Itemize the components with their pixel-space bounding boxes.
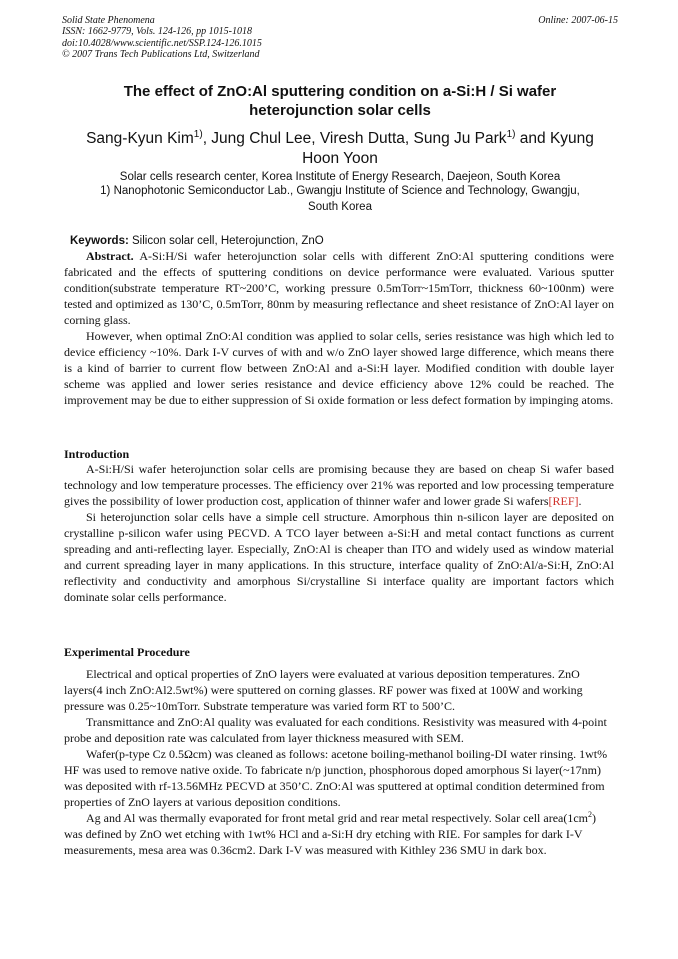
abstract-paragraph-2: However, when optimal ZnO:Al condition was applied to solar cells, series resistance was high which led to device efficiency ~10%. Dark I-V curves of with and w/o ZnO layer showed large difference, which means there is a kind of barrier to current flow between ZnO:Al and a-Si:H layer. Modified condition with double layer scheme was applied and lower series resistance and device efficiency above 12% could be reached. The improvement may be due to either suppression of Si oxide formation or less defect formation by impinging atoms.: [64, 329, 614, 407]
author-5-first: and Kyung: [515, 130, 594, 147]
exp-p4-text-b: ) was defined by ZnO wet etching with 1wt% HCl and a-Si:H dry etching with RIE. For samples for dark I-V measurements, mesa area was 0.36cm2. Dark I-V was measured with Kithley 236 SMU in dark box.: [64, 811, 597, 857]
journal-name: Solid State Phenomena: [62, 15, 155, 26]
affiliation-2: [62, 183, 618, 215]
exp-p4-text-a: Ag and Al was thermally evaporated for front metal grid and rear metal respectively. Solar cell area(1cm: [86, 811, 589, 825]
author-2-4: , Jung Chul Lee, Viresh Dutta, Sung Ju Park: [202, 130, 507, 147]
copyright-line: © 2007 Trans Tech Publications Ltd, Switzerland: [62, 48, 260, 60]
reference-link[interactable]: [REF]: [548, 494, 579, 508]
author-4-affil-mark: 1): [506, 128, 516, 140]
experimental-paragraph-2: Transmittance and ZnO:Al quality was evaluated for each conditions. Resistivity was measured with 4-point probe and deposition rate was calculated from layer thickness measured with SEM.: [64, 715, 607, 745]
abstract-p1-text: A-Si:H/Si wafer heterojunction solar cells with different ZnO:Al sputtering conditions were fabricated and the effects of sputtering conditions on device performance were evaluated. Various sputter condition(substrate temperature RT~200’C, working pressure 0.5mTorr~15mTorr, thickness 60~100nm) were tested and optimized as 130’C, 0.5mTorr, 80nm by measuring reflectance and sheet resistance of ZnO:Al layer on corning glass.: [64, 249, 614, 327]
experimental-paragraph-1: Electrical and optical properties of ZnO layers were evaluated at various deposition temperatures. ZnO layers(4 inch ZnO:Al2.5wt%) were sputtered on corning glasses. RF power was fixed at 100W and working pressure was 0.25~10mTorr. Substrate temperature was varied form RT to 500’C.: [64, 667, 583, 713]
issn-line: ISSN: 1662-9779, Vols. 124-126, pp 1015-1018: [62, 26, 252, 38]
online-date: Online: 2007-06-15: [538, 15, 618, 26]
author-line-1: [62, 129, 618, 149]
title-line-2: heterojunction solar cells: [249, 102, 431, 119]
experimental-paragraph-4: [64, 810, 614, 858]
doi-line: doi:10.4028/www.scientific.net/SSP.124-126.1015: [62, 37, 262, 49]
introduction-paragraph-2: Si heterojunction solar cells have a simple cell structure. Amorphous thin n-silicon layer are deposited on crystalline p-silicon wafer using PECVD. A TCO layer between a-Si:H and metal contact functions as current spreading and anti-reflecting layer. Especially, ZnO:Al is cheaper than ITO and widely used as window material and current spreading layer in many applications. In this structure, interface quality of ZnO:Al/a-Si:H, ZnO:Al reflectivity and conductivity and amorphous Si/crystalline Si interface quality are important factors which dominate solar cells performance.: [64, 510, 614, 604]
introduction-section: [64, 461, 614, 605]
experimental-paragraph-3: Wafer(p-type Cz 0.5Ωcm) was cleaned as follows: acetone boiling-methanol boiling-DI water rinsing. 1wt% HF was used to remove native oxide. To fabricate n/p junction, phosphorous doped amorphous Si layer(~17nm) was deposited with rf-13.56MHz PECVD at 350’C. ZnO:Al was sputtered at optimal condition determined from properties of ZnO layers at various deposition conditions.: [64, 747, 608, 809]
keywords-text: Silicon solar cell, Heterojunction, ZnO: [128, 235, 324, 247]
abstract-paragraph-1: [64, 248, 614, 328]
experimental-section: [64, 666, 614, 858]
author-1: Sang-Kyun Kim: [86, 130, 194, 147]
journal-header: [62, 15, 618, 60]
author-list: [62, 129, 618, 169]
affiliation-2-line-1: 1) Nanophotonic Semiconductor Lab., Gwangju Institute of Science and Technology, Gwangju,: [100, 185, 580, 197]
paper-title: [70, 82, 610, 120]
introduction-paragraph-1: [64, 461, 614, 509]
author-1-affil-mark: 1): [193, 128, 203, 140]
title-line-1: The effect of ZnO:Al sputtering condition on a-Si:H / Si wafer: [123, 83, 557, 100]
experimental-heading: Experimental Procedure: [64, 645, 190, 659]
intro-p1-text: A-Si:H/Si wafer heterojunction solar cells are promising because they are based on cheap Si wafer based technology and low temperature processes. The efficiency over 21% was reported and low processing temperature gives the possibility of lower production cost, application of thinner wafer and lower grade Si wafers: [64, 462, 614, 508]
introduction-heading: Introduction: [64, 447, 130, 461]
exp-p4-superscript: 2: [588, 810, 593, 819]
affiliation-2-line-2: South Korea: [308, 201, 372, 213]
author-line-2: Hoon Yoon: [302, 150, 378, 167]
abstract-label: Abstract.: [86, 249, 134, 263]
intro-p1-end: .: [578, 494, 582, 508]
abstract: [64, 248, 614, 408]
keywords: [70, 234, 620, 248]
affiliation-1: Solar cells research center, Korea Institute of Energy Research, Daejeon, South Korea: [119, 171, 561, 183]
keywords-label: Keywords:: [70, 235, 129, 247]
